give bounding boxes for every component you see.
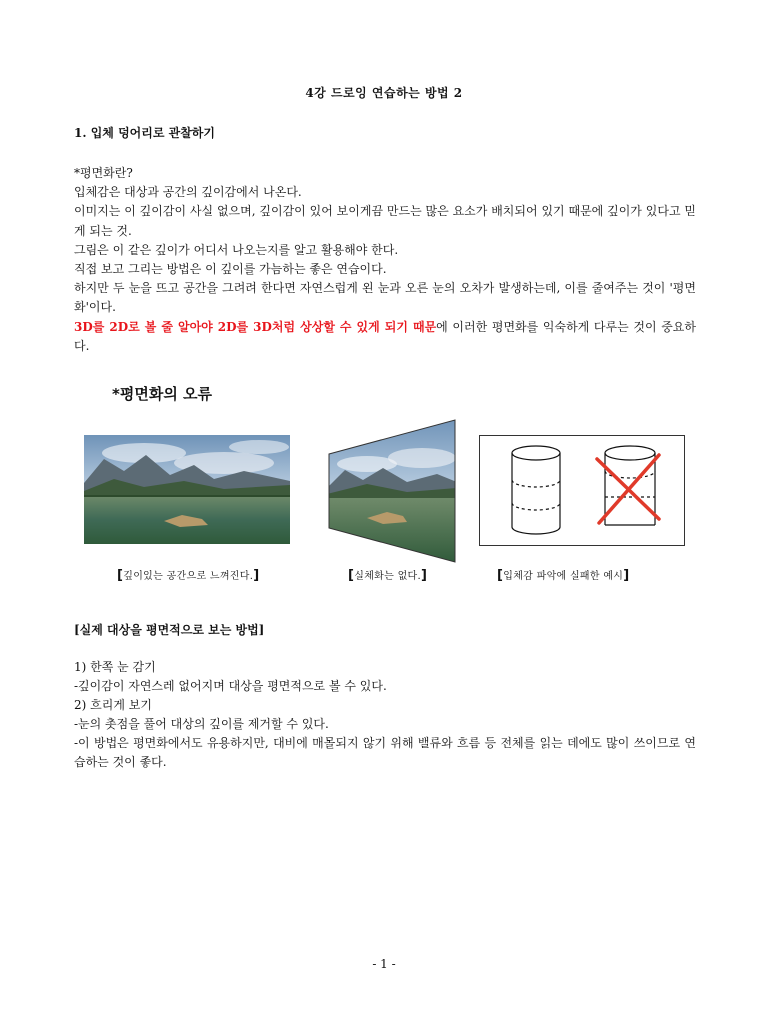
bracket-right-icon: ]	[623, 568, 630, 583]
method-item: -깊이감이 자연스레 없어지며 대상을 평면적으로 볼 수 있다.	[74, 679, 387, 693]
bracket-left-icon: [	[497, 568, 504, 583]
method-item: -이 방법은 평면화에서도 유용하지만, 대비에 매몰되지 않기 위해 밸류와 흐름 등 전체를 읽는 데에도 많이 쓰이므로 연습하는 것이 좋다.	[74, 736, 696, 769]
method-item: -눈의 촛점을 풀어 대상의 깊이를 제거할 수 있다.	[74, 717, 329, 731]
emphasis-text: 3D를 2D로 볼 줄 알아야 2D를 3D처럼 상상할 수 있게 되기 때문	[74, 319, 437, 334]
methods-list	[74, 658, 696, 772]
paragraph: 이미지는 이 깊이감이 사실 없으며, 깊이감이 있어 보이게끔 만드는 많은 요소가 배치되어 있기 때문에 깊이가 있다고 믿게 되는 것.	[74, 204, 696, 238]
body-text	[74, 164, 696, 356]
landscape-photo	[84, 435, 290, 544]
emphasis-rest-text: 에 이러한 평면화를 익숙하게 다루는 것이 중요하다.	[74, 319, 696, 353]
method-item: 2) 흐리게 보기	[74, 698, 152, 712]
paragraph: 그림은 이 같은 깊이가 어디서 나오는지를 알고 활용해야 한다.	[74, 242, 399, 257]
page-title: 4강 드로잉 연습하는 방법 2	[305, 86, 463, 100]
method-item: 1) 한쪽 눈 감기	[74, 660, 156, 674]
figure-title: *평면화의 오류	[112, 385, 213, 403]
bracket-right-icon: ]	[420, 568, 428, 583]
paragraph: 입체감은 대상과 공간의 깊이감에서 나온다.	[74, 185, 302, 200]
bracket-right-icon: ]	[253, 568, 260, 583]
bracket-left-icon: [	[117, 568, 124, 583]
page-number: - 1 -	[372, 957, 396, 971]
section-heading-2: [실제 대상을 평면적으로 보는 방법]	[74, 623, 265, 637]
paragraph: 하지만 두 눈을 뜨고 공간을 그려려 한다면 자연스럽게 왼 눈과 오른 눈의 오차가 발생하는데, 이를 줄여주는 것이 '평면화'이다.	[74, 281, 696, 315]
caption-1: [깊이있는 공간으로 느껴진다.]	[117, 568, 260, 583]
section-heading-1: 1. 입체 덩어리로 관찰하기	[74, 126, 215, 140]
caption-3: [입체감 파악에 실패한 예시]	[497, 568, 630, 583]
paragraph: 직접 보고 그리는 방법은 이 깊이를 가늠하는 좋은 연습이다.	[74, 262, 387, 277]
bracket-left-icon: [	[348, 568, 355, 583]
skewed-photo	[327, 418, 457, 564]
caption-2: [실체화는 없다.]	[348, 568, 428, 583]
emphasis-paragraph	[74, 318, 696, 356]
cylinder-diagram	[479, 435, 685, 546]
paragraph: *평면화란?	[74, 166, 133, 180]
